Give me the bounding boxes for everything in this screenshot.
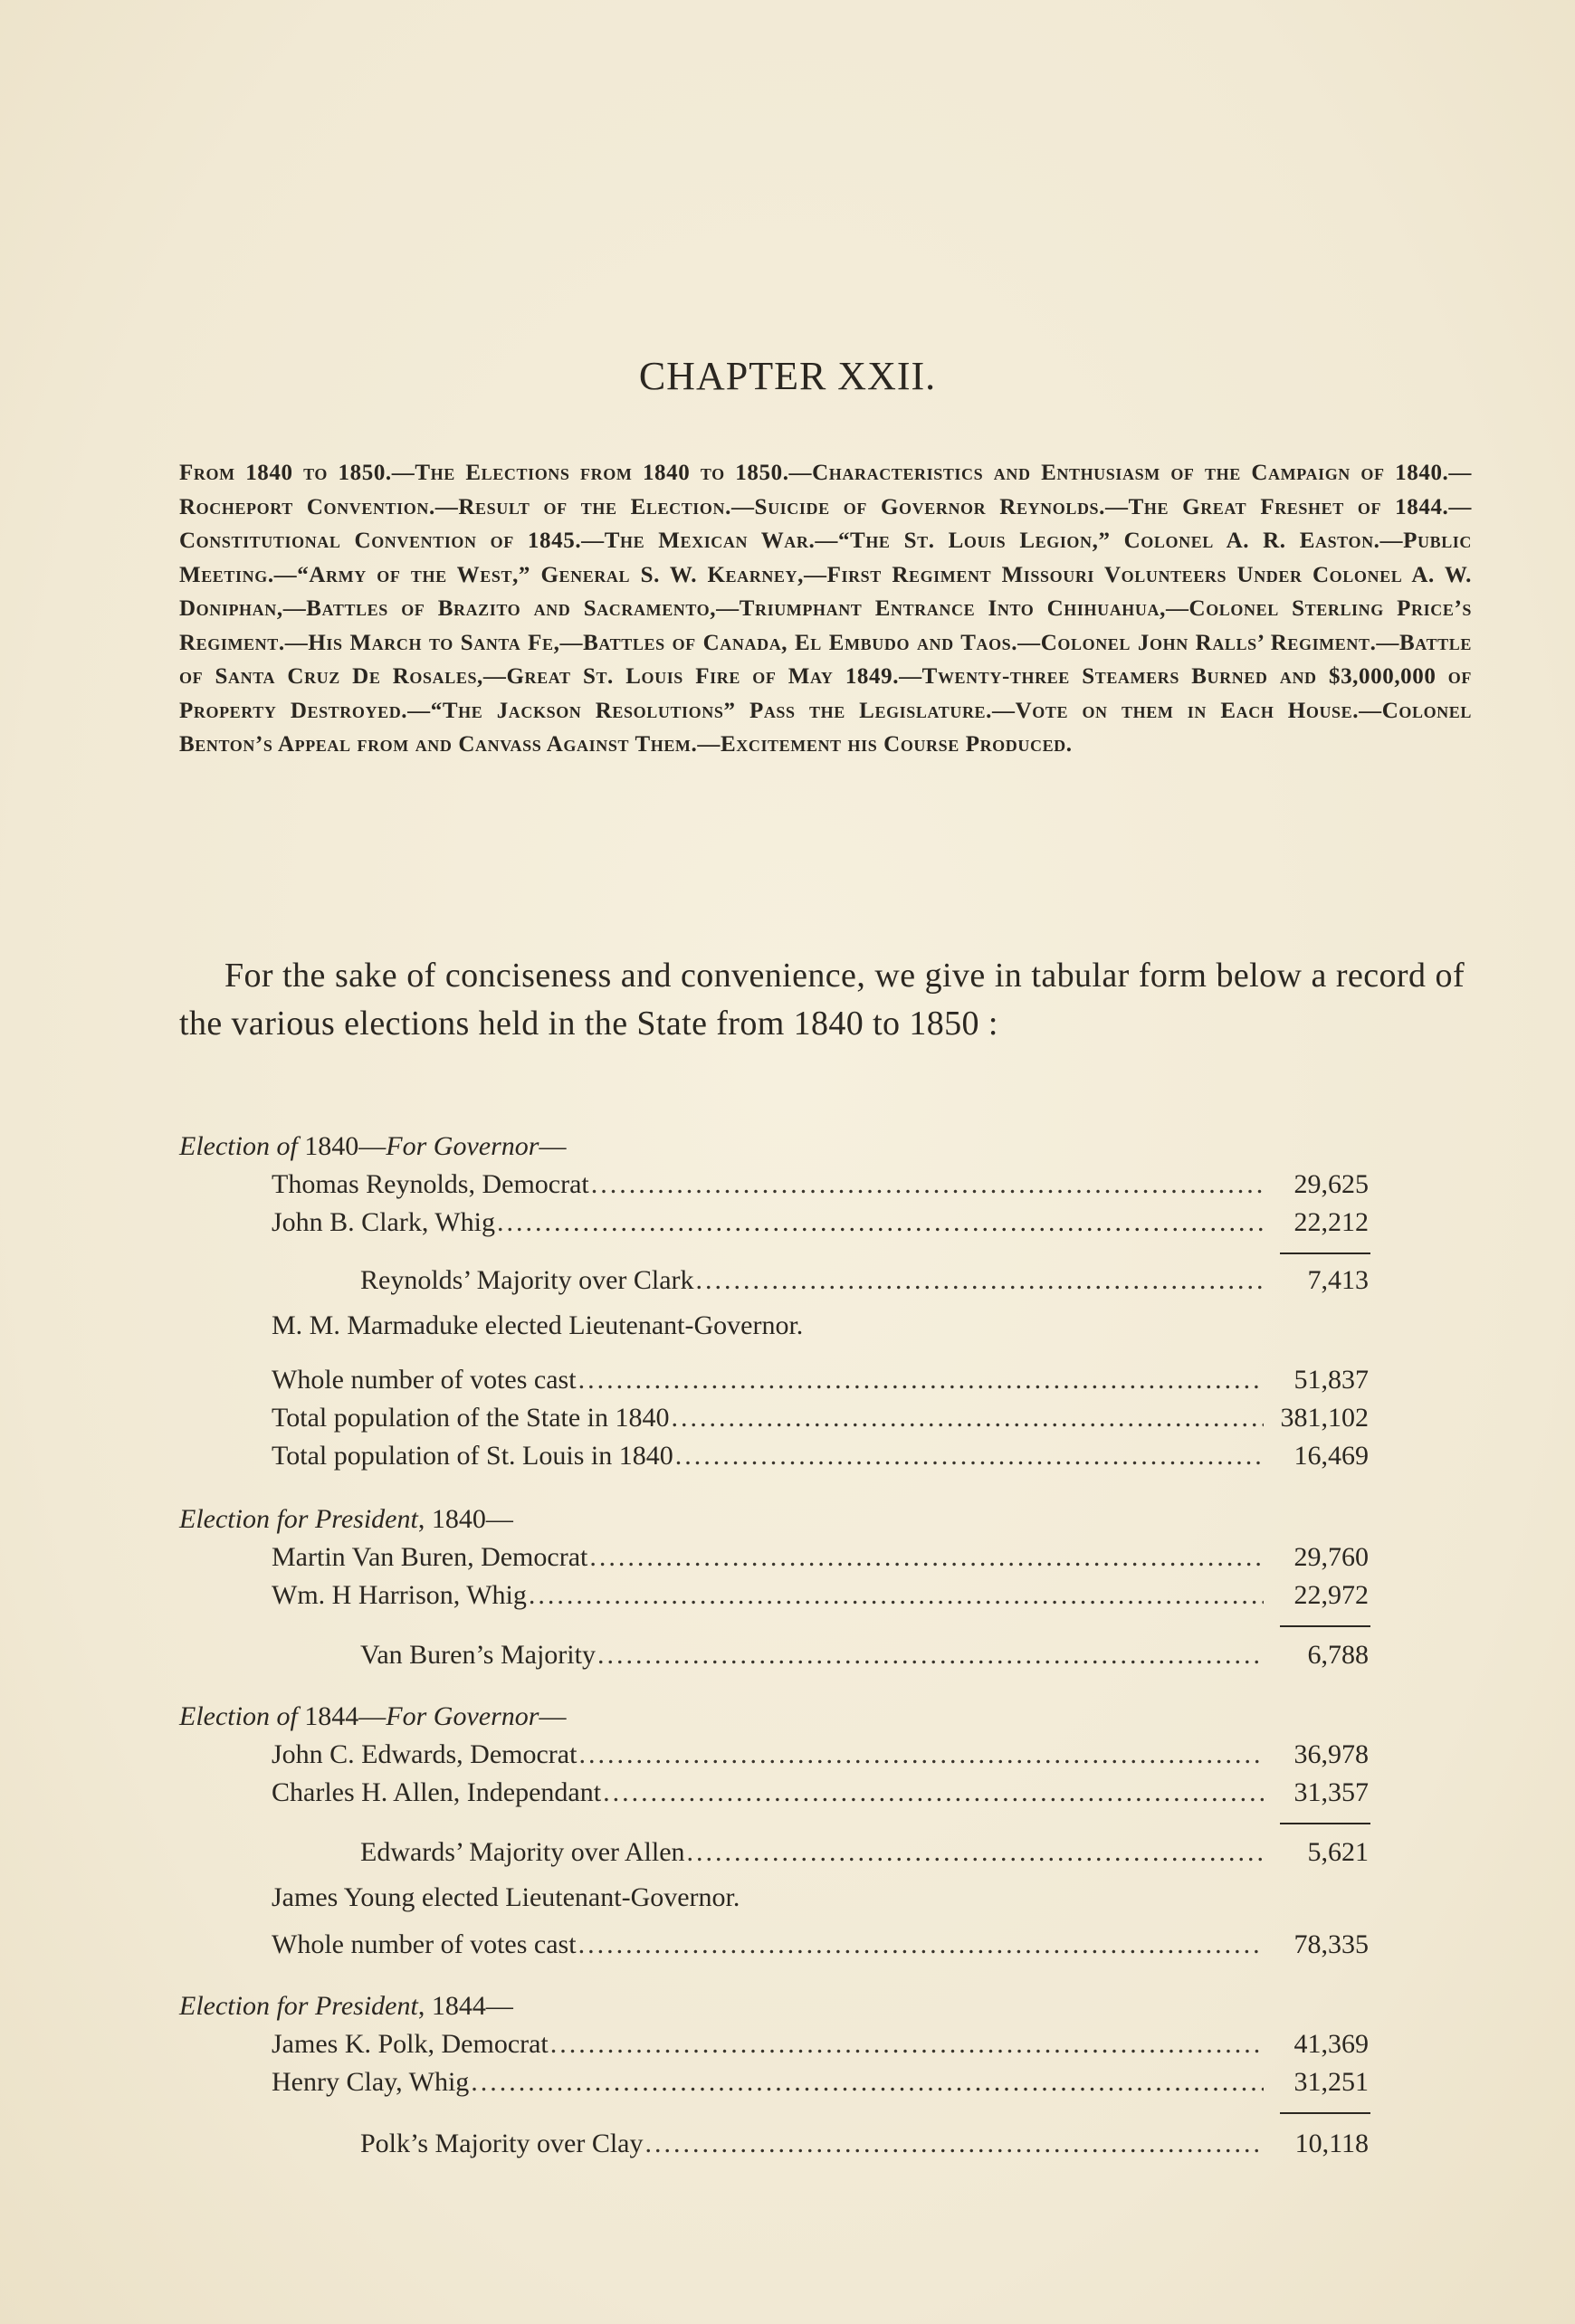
heading-part: For Governor (386, 1131, 539, 1161)
leader-dots (578, 1365, 1264, 1395)
heading-part: Election for President (179, 1504, 418, 1534)
row-label: John C. Edwards, Democrat (272, 1739, 578, 1769)
majority-row (360, 2129, 1369, 2159)
heading-part: 1844— (297, 1701, 387, 1731)
heading-part: Election of (179, 1701, 298, 1731)
leader-dots (696, 1265, 1264, 1296)
table-row (272, 2067, 1369, 2098)
row-value: 78,335 (1293, 1929, 1369, 1959)
majority-row (360, 1265, 1369, 1296)
heading-part: , 1844— (417, 1991, 513, 2021)
leader-dots (603, 1777, 1264, 1808)
section-heading-president-1840 (179, 1504, 513, 1535)
row-label: Reynolds’ Majority over Clark (360, 1265, 694, 1295)
heading-part: — (539, 1701, 567, 1731)
sum-rule (1280, 1252, 1370, 1254)
row-value: 29,760 (1293, 1542, 1369, 1572)
note-line: M. M. Marmaduke elected Lieutenant-Governor. (272, 1310, 804, 1340)
row-value: 22,212 (1293, 1207, 1369, 1237)
sum-rule (1280, 1625, 1370, 1627)
row-value: 10,118 (1294, 2129, 1369, 2158)
heading-part: For Governor (386, 1701, 539, 1731)
row-value: 31,357 (1293, 1777, 1369, 1807)
row-label: James K. Polk, Democrat (272, 2029, 549, 2059)
row-value: 16,469 (1293, 1441, 1369, 1471)
stat-row (272, 1403, 1369, 1433)
row-label: Thomas Reynolds, Democrat (272, 1169, 589, 1199)
row-label: Polk’s Majority over Clay (360, 2129, 644, 2158)
leader-dots (597, 1640, 1264, 1671)
leader-dots (578, 1739, 1264, 1770)
leader-dots (687, 1837, 1264, 1868)
table-row (272, 1777, 1369, 1808)
row-value: 22,972 (1293, 1580, 1369, 1610)
table-row (272, 1739, 1369, 1770)
intro-paragraph: For the sake of conciseness and convenience, we give in tabular form below a record of the various elections held in the State from 1840 to 1850 : (179, 957, 1465, 1043)
leader-dots (529, 1580, 1264, 1611)
row-label: Martin Van Buren, Democrat (272, 1542, 588, 1572)
row-label: Henry Clay, Whig (272, 2067, 470, 2097)
row-label: Total population of the State in 1840 (272, 1403, 670, 1433)
section-heading-governor-1844 (179, 1701, 566, 1732)
stat-row (272, 1441, 1369, 1472)
table-row (272, 1169, 1369, 1200)
section-heading-president-1844 (179, 1991, 513, 2022)
leader-dots (672, 1403, 1265, 1433)
row-value: 7,413 (1307, 1265, 1369, 1295)
heading-part: 1840— (297, 1131, 387, 1161)
table-row (272, 1207, 1369, 1238)
heading-part: Election for President (179, 1991, 418, 2021)
sum-rule (1280, 2112, 1370, 2114)
row-label: Total population of St. Louis in 1840 (272, 1441, 673, 1471)
row-label: Charles H. Allen, Independant (272, 1777, 602, 1807)
row-value: 381,102 (1280, 1403, 1369, 1433)
row-value: 29,625 (1293, 1169, 1369, 1199)
chapter-title: CHAPTER XXII. (638, 354, 937, 398)
heading-part: Election of (179, 1131, 298, 1161)
row-value: 51,837 (1293, 1365, 1369, 1395)
chapter-summary: From 1840 to 1850.—The Elections from 1840 to 1850.—Characteristics and Enthusiasm of the Campaign of 1840.—Rocheport Convention.—Result of the Election.—Suicide of Governor Reynolds.—The Great Freshet of 1844.—Constitutional Convention of 1845.—The Mexican War.—“The St. Louis Legion,” Colonel A. R. Easton.—Public Meeting.—“Army of the West,” General S. W. Kearney,—First Regiment Missouri Volunteers Under Colonel A. W. Doniphan,—Battles of Brazito and Sacramento,—Triumphant Entrance Into Chihuahua,—Colonel Sterling Price’s Regiment.—His March to Santa Fe,—Battles of Canada, El Embudo and Taos.—Colonel John Ralls’ Regiment.—Battle of Santa Cruz De Rosales,—Great St. Louis Fire of May 1849.—Twenty-three Steamers Burned and $3,000,000 of Property Destroyed.—“The Jackson Resolutions” Pass the Legislature.—Vote on them in Each House.—Colonel Benton’s Appeal from and Canvass Against Them.—Excitement his Course Produced. (179, 461, 1472, 757)
row-value: 6,788 (1307, 1640, 1369, 1670)
row-value: 5,621 (1307, 1837, 1369, 1867)
row-label: Whole number of votes cast (272, 1365, 577, 1395)
table-row (272, 1542, 1369, 1573)
row-label: Edwards’ Majority over Allen (360, 1837, 685, 1867)
leader-dots (578, 1929, 1264, 1960)
heading-part: — (539, 1131, 567, 1161)
note-line: James Young elected Lieutenant-Governor. (272, 1882, 740, 1912)
leader-dots (471, 2067, 1264, 2098)
leader-dots (589, 1542, 1264, 1573)
sum-rule (1280, 1823, 1370, 1824)
majority-row (360, 1640, 1369, 1671)
table-row (272, 2029, 1369, 2060)
leader-dots (497, 1207, 1264, 1238)
table-row (272, 1580, 1369, 1611)
majority-row (360, 1837, 1369, 1868)
leader-dots (550, 2029, 1264, 2060)
leader-dots (644, 2129, 1264, 2159)
stat-row (272, 1929, 1369, 1960)
row-label: Van Buren’s Majority (360, 1640, 596, 1670)
row-value: 41,369 (1293, 2029, 1369, 2059)
row-value: 31,251 (1293, 2067, 1369, 2097)
stat-row (272, 1365, 1369, 1395)
leader-dots (591, 1169, 1264, 1200)
section-heading-governor-1840 (179, 1131, 566, 1162)
row-label: Wm. H Harrison, Whig (272, 1580, 527, 1610)
row-value: 36,978 (1293, 1739, 1369, 1769)
row-label: John B. Clark, Whig (272, 1207, 495, 1237)
row-label: Whole number of votes cast (272, 1929, 577, 1959)
heading-part: , 1840— (417, 1504, 513, 1534)
leader-dots (675, 1441, 1264, 1472)
